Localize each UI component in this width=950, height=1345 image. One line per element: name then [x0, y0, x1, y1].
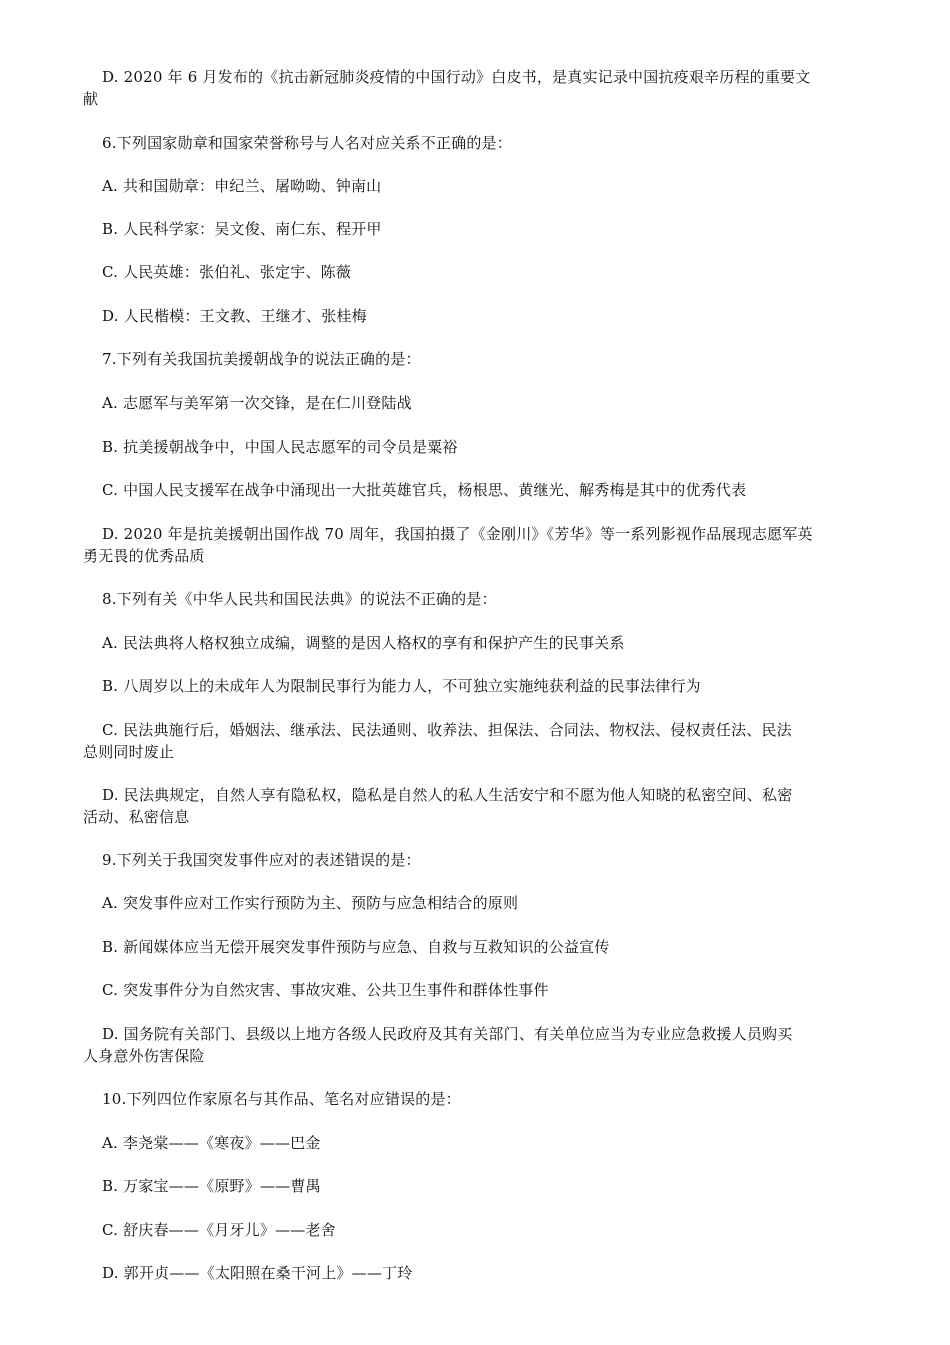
question-10-option-b: B. 万家宝——《原野》——曹禺 — [102, 1177, 321, 1195]
question-7-option-c: C. 中国人民支援军在战争中涌现出一大批英雄官兵，杨根思、黄继光、解秀梅是其中的优秀代表 — [102, 481, 747, 499]
question-5-option-d-line2: 献 — [83, 90, 99, 108]
question-10-stem: 10.下列四位作家原名与其作品、笔名对应错误的是： — [102, 1090, 461, 1108]
question-6-option-c: C. 人民英雄：张伯礼、张定宇、陈薇 — [102, 263, 352, 281]
question-8-stem: 8.下列有关《中华人民共和国民法典》的说法不正确的是： — [102, 590, 497, 608]
question-9-option-d-line2: 人身意外伤害保险 — [83, 1047, 205, 1065]
question-9-option-b: B. 新闻媒体应当无偿开展突发事件预防与应急、自救与互救知识的公益宣传 — [102, 938, 610, 956]
question-6-option-d: D. 人民楷模：王文教、王继才、张桂梅 — [102, 307, 367, 325]
question-8-option-c-line1: C. 民法典施行后，婚姻法、继承法、民法通则、收养法、担保法、合同法、物权法、侵权责任法、民法 — [102, 721, 792, 739]
question-9-stem: 9.下列关于我国突发事件应对的表述错误的是： — [102, 851, 421, 869]
question-9-option-c: C. 突发事件分为自然灾害、事故灾难、公共卫生事件和群体性事件 — [102, 981, 549, 999]
question-9-option-a: A. 突发事件应对工作实行预防为主、预防与应急相结合的原则 — [102, 894, 519, 912]
question-7-option-d-line1: D. 2020 年是抗美援朝出国作战 70 周年，我国拍摄了《金刚川》《芳华》等一系列影视作品展现志愿军英 — [102, 525, 813, 543]
question-6-option-a: A. 共和国勋章：申纪兰、屠呦呦、钟南山 — [102, 177, 382, 195]
question-5-option-d-line1: D. 2020 年 6 月发布的《抗击新冠肺炎疫情的中国行动》白皮书，是真实记录中国抗疫艰辛历程的重要文 — [102, 68, 811, 86]
question-8-option-c-line2: 总则同时废止 — [83, 743, 175, 761]
question-10-option-c: C. 舒庆春——《月牙儿》——老舍 — [102, 1221, 336, 1239]
question-9-option-d-line1: D. 国务院有关部门、县级以上地方各级人民政府及其有关部门、有关单位应当为专业应急救援人员购买 — [102, 1025, 793, 1043]
question-8-option-b: B. 八周岁以上的未成年人为限制民事行为能力人，不可独立实施纯获利益的民事法律行为 — [102, 677, 701, 695]
question-8-option-d-line1: D. 民法典规定，自然人享有隐私权，隐私是自然人的私人生活安宁和不愿为他人知晓的私密空间、私密 — [102, 786, 793, 804]
question-7-option-b: B. 抗美援朝战争中，中国人民志愿军的司令员是粟裕 — [102, 438, 458, 456]
question-7-option-a: A. 志愿军与美军第一次交锋，是在仁川登陆战 — [102, 394, 412, 412]
question-7-stem: 7.下列有关我国抗美援朝战争的说法正确的是： — [102, 350, 421, 368]
question-6-option-b: B. 人民科学家：吴文俊、南仁东、程开甲 — [102, 220, 382, 238]
question-8-option-d-line2: 活动、私密信息 — [83, 808, 190, 826]
question-8-option-a: A. 民法典将人格权独立成编，调整的是因人格权的享有和保护产生的民事关系 — [102, 634, 625, 652]
question-6-stem: 6.下列国家勋章和国家荣誉称号与人名对应关系不正确的是： — [102, 134, 512, 152]
question-10-option-a: A. 李尧棠——《寒夜》——巴金 — [102, 1134, 321, 1152]
question-10-option-d: D. 郭开贞——《太阳照在桑干河上》——丁玲 — [102, 1264, 413, 1282]
question-7-option-d-line2: 勇无畏的优秀品质 — [83, 547, 205, 565]
